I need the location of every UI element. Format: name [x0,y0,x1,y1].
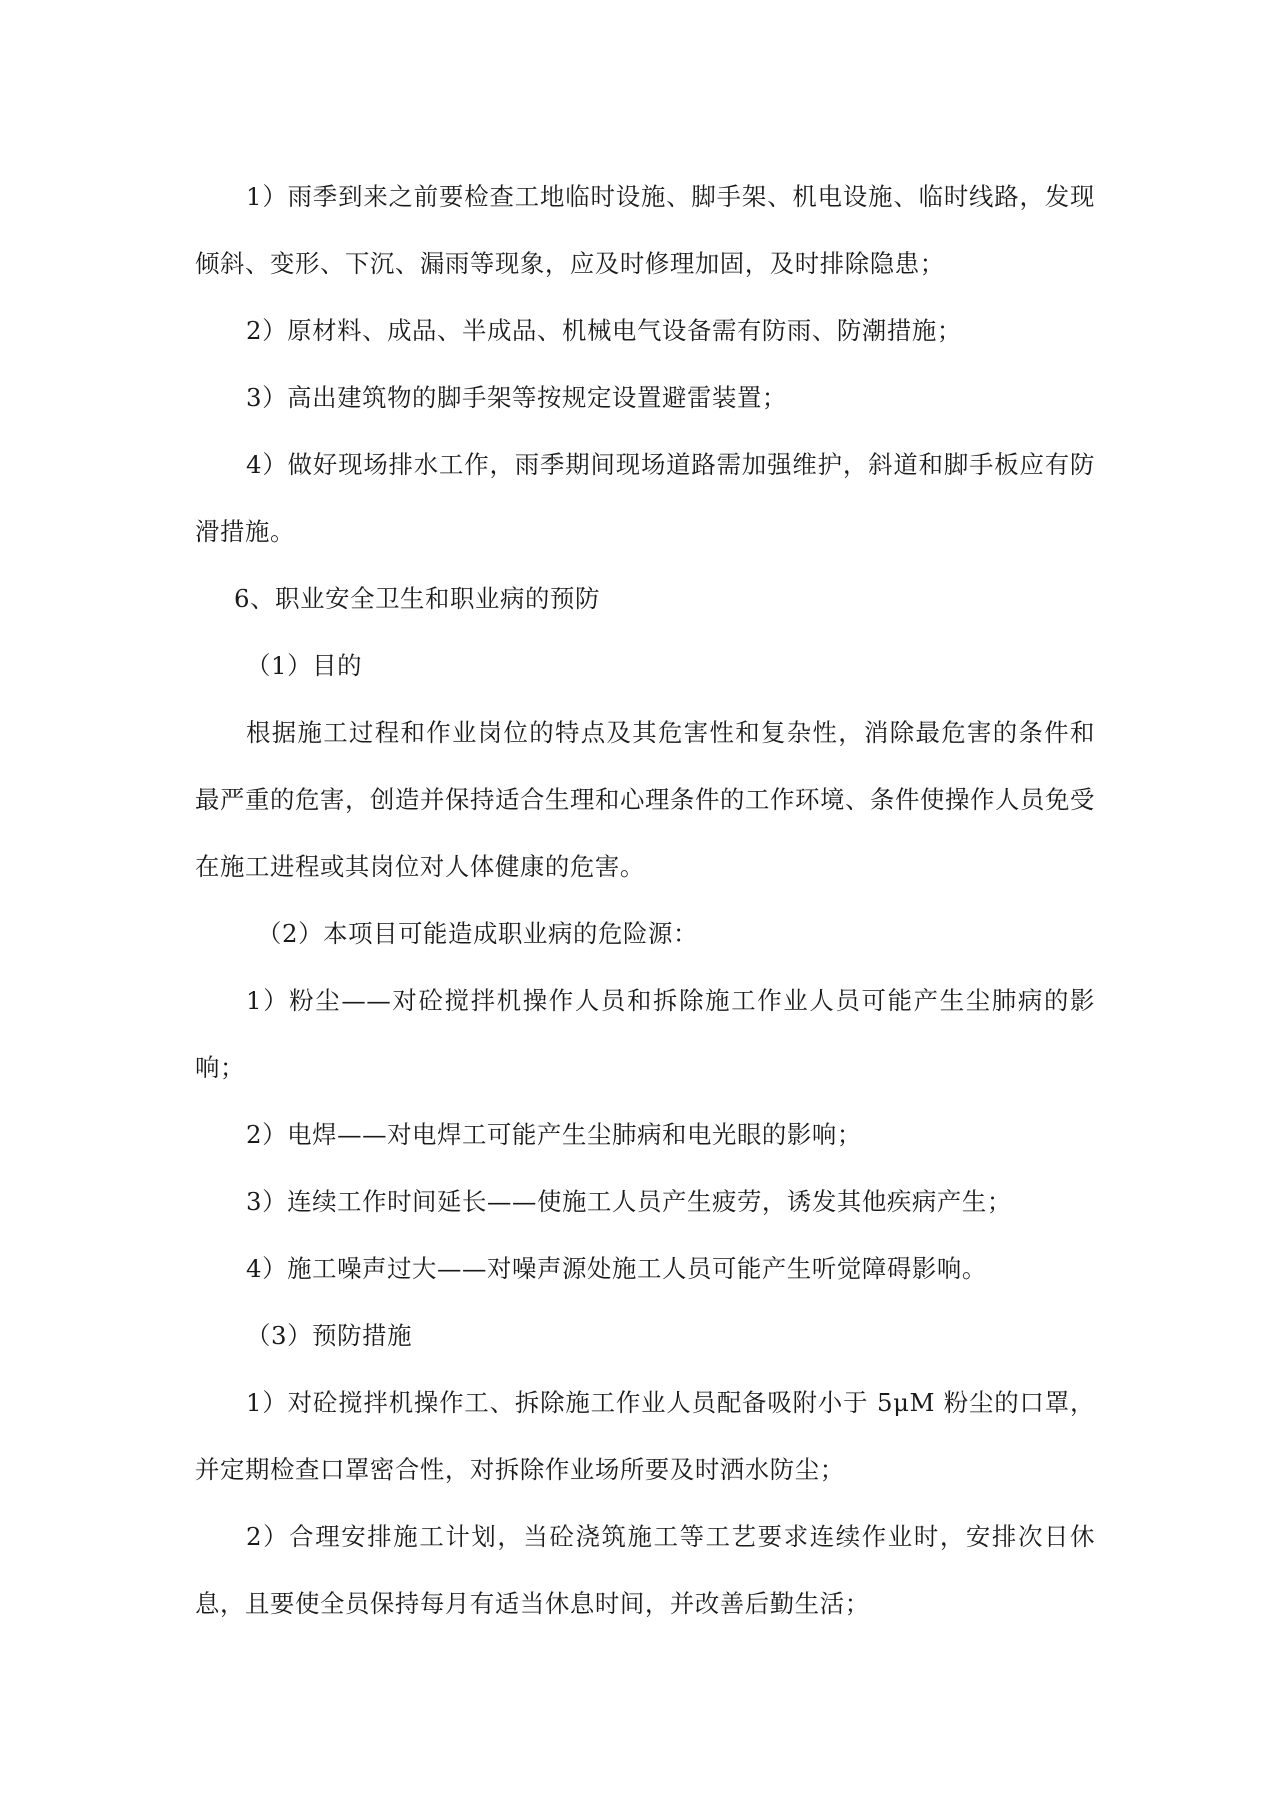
list-item-rest-schedule: 2）合理安排施工计划，当砼浇筑施工等工艺要求连续作业时，安排次日休息，且要使全员保持每月有适当休息时间，并改善后勤生活； [195,1522,1095,1618]
paragraph-drainage: 4）做好现场排水工作，雨季期间现场道路需加强维护，斜道和脚手板应有防滑措施。 [195,450,1095,546]
subheading-hazard-sources: （2）本项目可能造成职业病的危险源： [257,919,698,948]
subheading-purpose: （1）目的 [246,651,363,680]
paragraph-purpose: 根据施工过程和作业岗位的特点及其危害性和复杂性，消除最危害的条件和最严重的危害，创造并保持适合生理和心理条件的工作环境、条件使操作人员免受在施工进程或其岗位对人体健康的危害。 [195,718,1095,881]
list-item-overtime: 3）连续工作时间延长——使施工人员产生疲劳，诱发其他疾病产生； [246,1187,1012,1216]
subheading-preventive-measures: （3）预防措施 [246,1321,413,1350]
paragraph-lightning-protection: 3）高出建筑物的脚手架等按规定设置避雷装置； [246,383,787,412]
list-item-noise: 4）施工噪声过大——对噪声源处施工人员可能产生听觉障碍影响。 [246,1254,987,1283]
paragraph-rain-inspection: 1）雨季到来之前要检查工地临时设施、脚手架、机电设施、临时线路，发现倾斜、变形、下沉、漏雨等现象，应及时修理加固，及时排除隐患； [195,182,1095,278]
section-heading-occupational-health: 6、职业安全卫生和职业病的预防 [234,584,600,613]
paragraph-rain-protection: 2）原材料、成品、半成品、机械电气设备需有防雨、防潮措施； [246,316,962,345]
list-item-welding: 2）电焊——对电焊工可能产生尘肺病和电光眼的影响； [246,1120,862,1149]
list-item-masks: 1）对砼搅拌机操作工、拆除施工作业人员配备吸附小于 5μM 粉尘的口罩，并定期检查口罩密合性，对拆除作业场所要及时洒水防尘； [195,1388,1095,1484]
list-item-dust: 1）粉尘——对砼搅拌机操作人员和拆除施工作业人员可能产生尘肺病的影响； [195,986,1095,1082]
document-body [195,163,1095,1637]
